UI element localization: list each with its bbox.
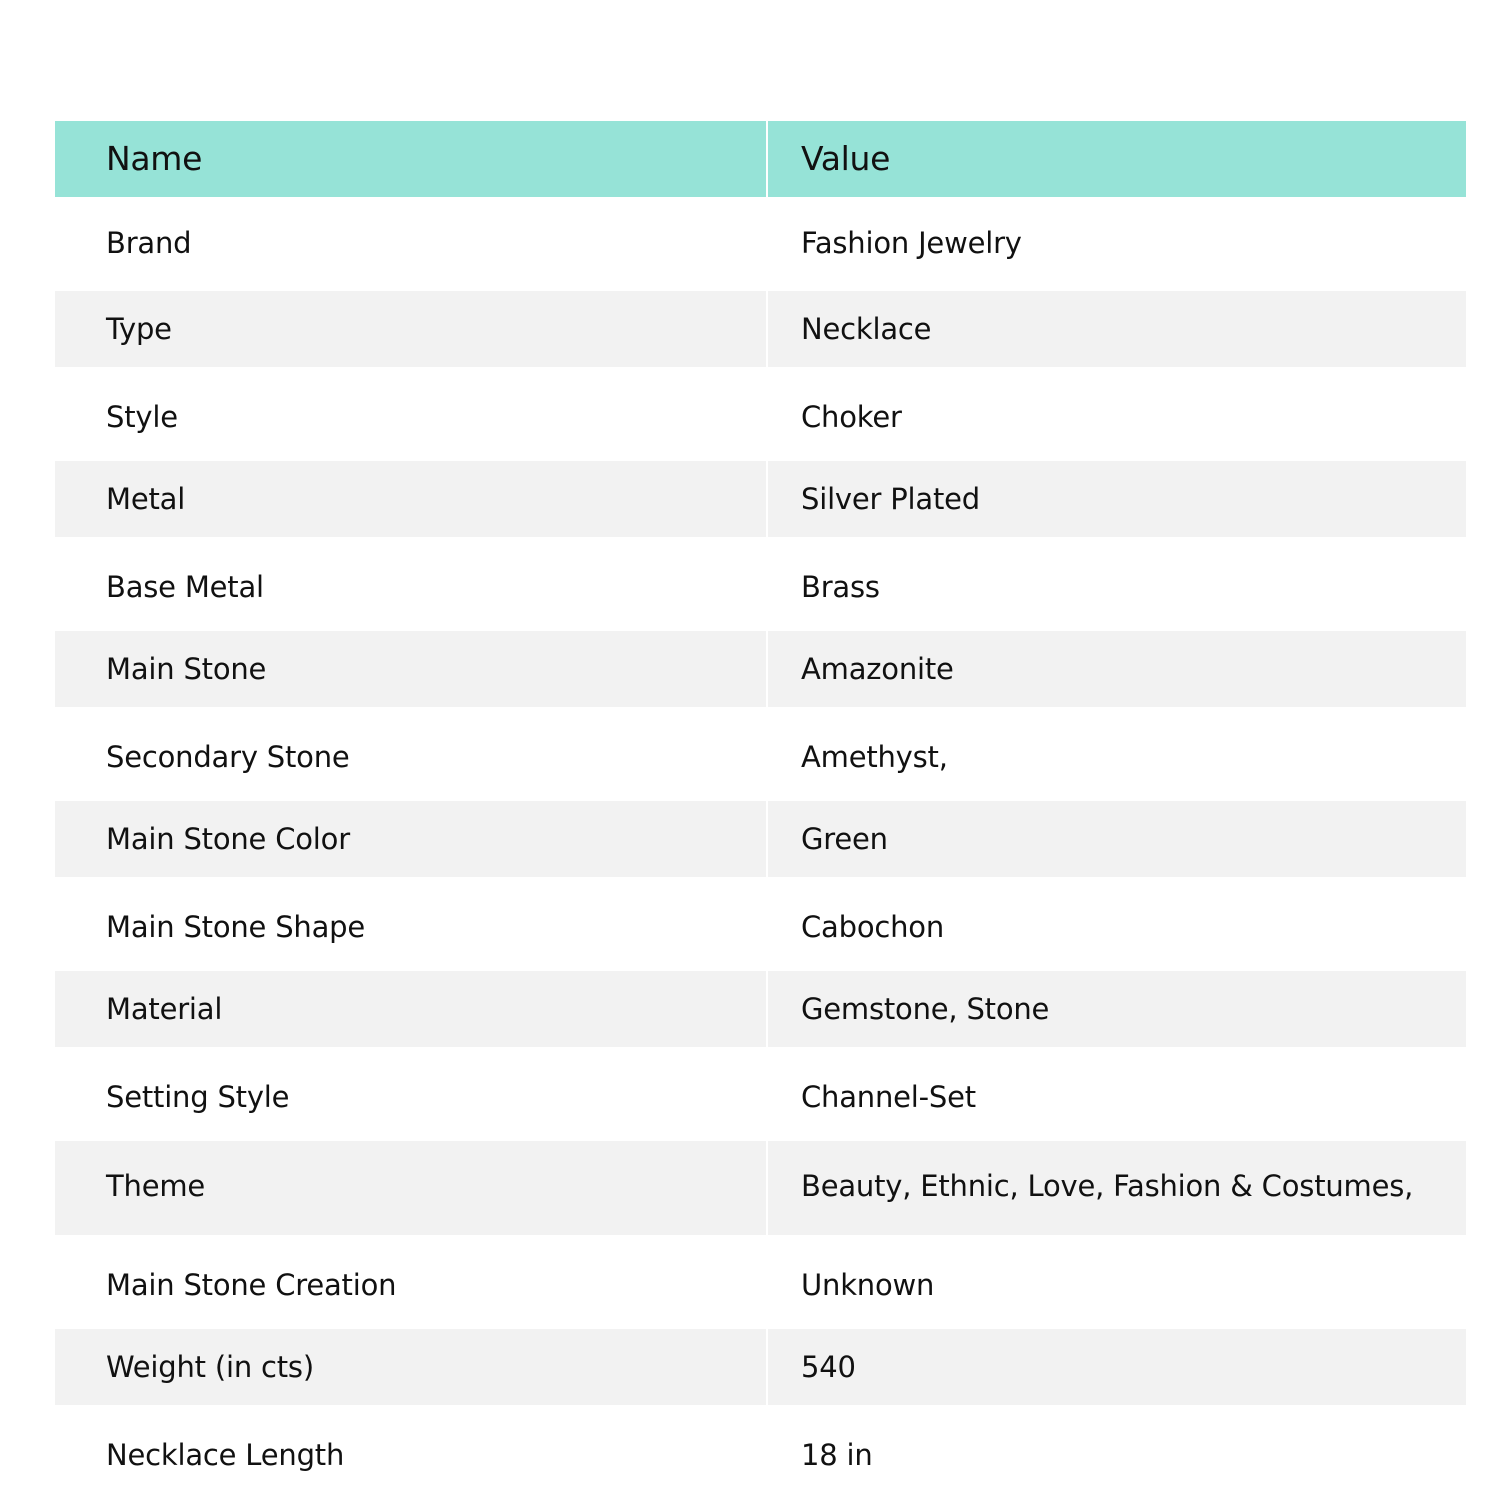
row-value: Unknown [801,1268,935,1302]
table-row [55,367,1466,461]
header-name: Name [55,121,766,197]
table-row [55,461,1466,537]
row-name: Main Stone [55,631,766,707]
row-name: Theme [55,1141,766,1235]
table-row [55,1405,1466,1499]
table-row [55,707,1466,801]
table-row [55,1235,1466,1329]
table-row [55,1329,1466,1405]
row-value: 540 [768,1329,1466,1405]
row-value: Green [768,801,1466,877]
row-name: Brand [106,226,192,260]
table-row [55,1047,1466,1141]
row-value: Cabochon [801,910,945,944]
table-row [55,801,1466,877]
row-name: Style [106,400,178,434]
table-row [55,1141,1466,1235]
table-row [55,291,1466,367]
table-row [55,537,1466,631]
row-name: Metal [55,461,766,537]
row-value: Beauty, Ethnic, Love, Fashion & Costumes, [768,1141,1466,1235]
row-value: Channel-Set [801,1080,976,1114]
header-value: Value [768,121,1466,197]
table-row [55,971,1466,1047]
row-name: Type [55,291,766,367]
row-name: Setting Style [106,1080,290,1114]
row-name: Main Stone Creation [106,1268,397,1302]
specifications-table [55,121,1466,1499]
row-name: Base Metal [106,570,264,604]
row-value: Necklace [768,291,1466,367]
row-value: Fashion Jewelry [801,226,1022,260]
row-value: Amazonite [768,631,1466,707]
row-name: Secondary Stone [106,740,350,774]
row-name: Main Stone Color [55,801,766,877]
row-value: Gemstone, Stone [768,971,1466,1047]
table-row [55,631,1466,707]
row-name: Main Stone Shape [106,910,366,944]
row-value: Amethyst, [801,740,948,774]
row-name: Material [55,971,766,1047]
row-value: Brass [801,570,880,604]
row-name: Necklace Length [106,1438,345,1472]
table-row [55,197,1466,291]
row-name: Weight (in cts) [55,1329,766,1405]
table-header-row [55,121,1466,197]
row-value: Silver Plated [768,461,1466,537]
table-row [55,877,1466,971]
row-value: Choker [801,400,902,434]
row-value: 18 in [801,1438,873,1472]
